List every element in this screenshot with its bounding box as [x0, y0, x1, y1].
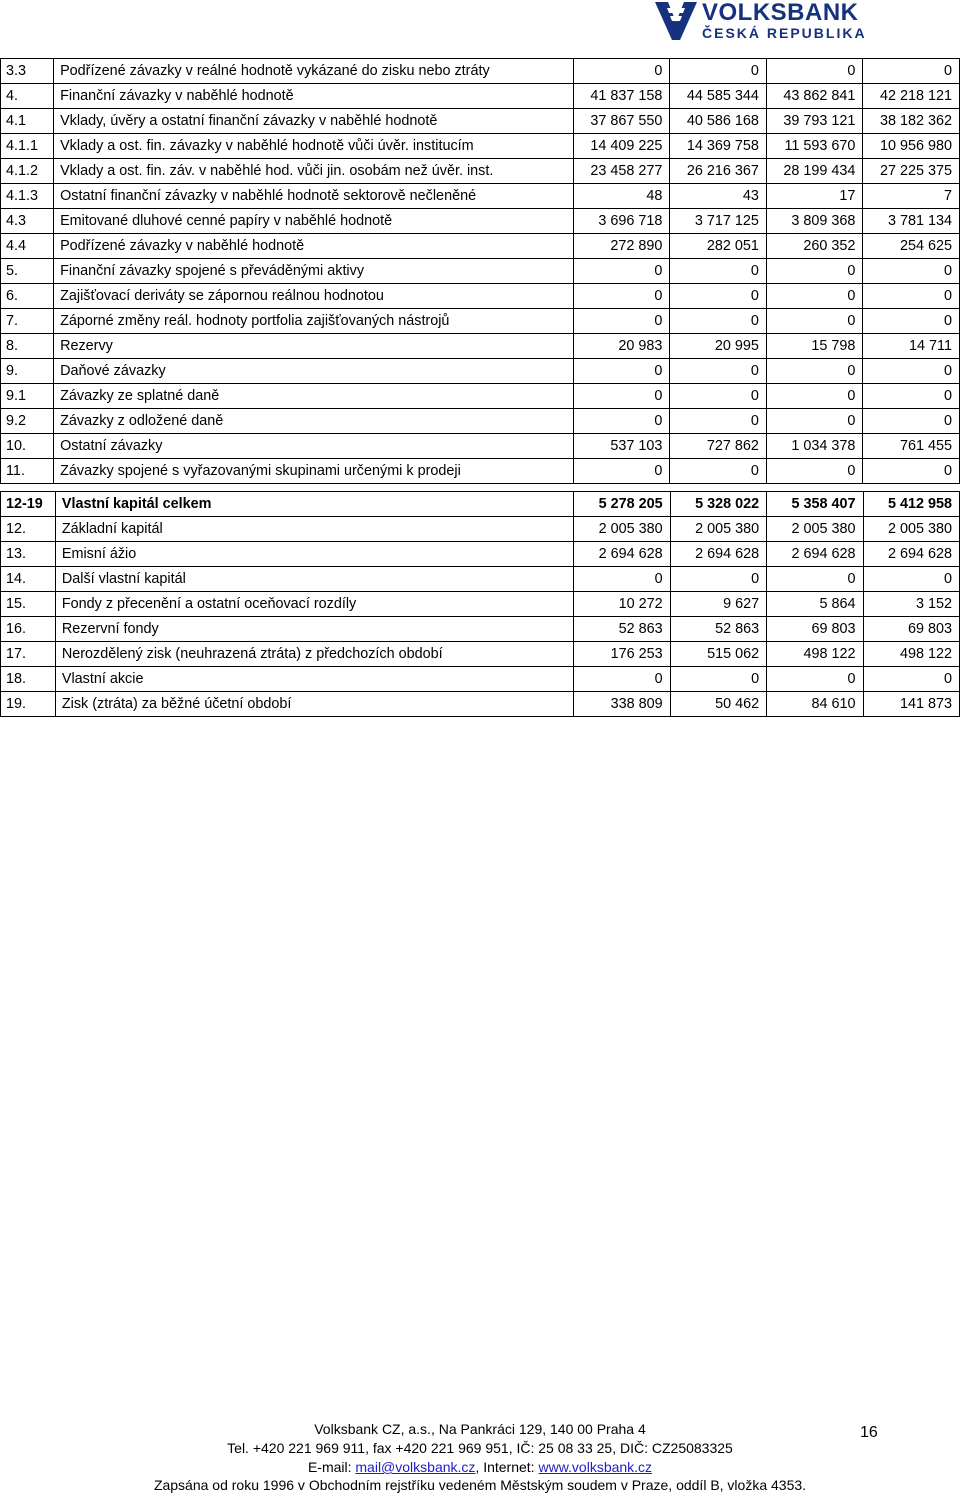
- website-link[interactable]: www.volksbank.cz: [538, 1459, 653, 1475]
- table-row: [1, 109, 960, 134]
- row-value: 52 863: [670, 617, 766, 642]
- row-value: 0: [670, 459, 767, 484]
- row-value: 42 218 121: [863, 84, 960, 109]
- row-value: 41 837 158: [573, 84, 670, 109]
- row-code: 8.: [1, 334, 54, 359]
- row-value: 5 412 958: [863, 492, 959, 517]
- table-row: [1, 592, 960, 617]
- page-number: 16: [860, 1424, 878, 1441]
- table-row: [1, 692, 960, 717]
- row-value: 2 005 380: [863, 517, 959, 542]
- row-code: 15.: [1, 592, 56, 617]
- row-value: 0: [670, 309, 767, 334]
- row-value: 50 462: [670, 692, 766, 717]
- row-value: 38 182 362: [863, 109, 960, 134]
- table-row: [1, 334, 960, 359]
- row-value: 498 122: [863, 642, 959, 667]
- row-value: 0: [863, 384, 960, 409]
- row-value: 28 199 434: [766, 159, 863, 184]
- liabilities-table: [0, 58, 960, 484]
- row-value: 0: [573, 359, 670, 384]
- row-code: 4.4: [1, 234, 54, 259]
- row-code: 7.: [1, 309, 54, 334]
- row-value: 0: [863, 667, 959, 692]
- row-value: 2 005 380: [574, 517, 670, 542]
- table-row: [1, 359, 960, 384]
- row-value: 20 983: [573, 334, 670, 359]
- table-row: [1, 184, 960, 209]
- row-value: 20 995: [670, 334, 767, 359]
- row-value: 0: [863, 567, 959, 592]
- row-label: Rezervy: [54, 334, 574, 359]
- row-value: 2 694 628: [574, 542, 670, 567]
- row-label: Nerozdělený zisk (neuhrazená ztráta) z předchozích období: [55, 642, 573, 667]
- row-value: 0: [670, 59, 767, 84]
- row-label: Závazky spojené s vyřazovanými skupinami určenými k prodeji: [54, 459, 574, 484]
- table-row: [1, 134, 960, 159]
- row-value: 0: [767, 567, 863, 592]
- row-value: 37 867 550: [573, 109, 670, 134]
- table-row: [1, 517, 960, 542]
- row-label: Vklady a ost. fin. závazky v naběhlé hodnotě vůči úvěr. institucím: [54, 134, 574, 159]
- logo-name: VOLKSBANK: [702, 0, 859, 26]
- row-value: 0: [766, 259, 863, 284]
- row-code: 4.1.2: [1, 159, 54, 184]
- row-label: Další vlastní kapitál: [55, 567, 573, 592]
- volksbank-logo-icon: [655, 2, 697, 40]
- row-value: 15 798: [766, 334, 863, 359]
- table-row: [1, 617, 960, 642]
- row-label: Vlastní akcie: [55, 667, 573, 692]
- row-value: 0: [863, 459, 960, 484]
- row-value: 40 586 168: [670, 109, 767, 134]
- row-value: 761 455: [863, 434, 960, 459]
- row-value: 44 585 344: [670, 84, 767, 109]
- row-value: 2 694 628: [863, 542, 959, 567]
- row-value: 0: [574, 567, 670, 592]
- row-code: 4.3: [1, 209, 54, 234]
- row-value: 498 122: [767, 642, 863, 667]
- table-row: [1, 542, 960, 567]
- table-row: [1, 492, 960, 517]
- row-label: Finanční závazky spojené s převáděnými aktivy: [54, 259, 574, 284]
- row-value: 0: [573, 59, 670, 84]
- footer: [0, 1421, 960, 1437]
- row-label: Závazky z odložené daně: [54, 409, 574, 434]
- row-label: Finanční závazky v naběhlé hodnotě: [54, 84, 574, 109]
- row-value: 69 803: [767, 617, 863, 642]
- row-value: 2 005 380: [670, 517, 766, 542]
- row-code: 12.: [1, 517, 56, 542]
- row-value: 7: [863, 184, 960, 209]
- row-value: 537 103: [573, 434, 670, 459]
- row-value: 2 005 380: [767, 517, 863, 542]
- row-code: 13.: [1, 542, 56, 567]
- row-value: 43: [670, 184, 767, 209]
- table-row: [1, 434, 960, 459]
- row-value: 0: [670, 259, 767, 284]
- row-value: 0: [573, 284, 670, 309]
- footer-contact: Tel. +420 221 969 911, fax +420 221 969 951, IČ: 25 08 33 25, DIČ: CZ25083325: [227, 1440, 733, 1456]
- row-value: 14 409 225: [573, 134, 670, 159]
- row-value: 0: [766, 459, 863, 484]
- row-value: 0: [670, 667, 766, 692]
- row-code: 6.: [1, 284, 54, 309]
- footer-registration: Zapsána od roku 1996 v Obchodním rejstříku vedeném Městským soudem v Praze, oddíl B, vložka 4353.: [153, 1477, 807, 1493]
- row-value: 0: [766, 384, 863, 409]
- row-value: 0: [766, 59, 863, 84]
- row-value: 0: [863, 409, 960, 434]
- row-value: 0: [766, 309, 863, 334]
- row-label: Záporné změny reál. hodnoty portfolia zajišťovaných nástrojů: [54, 309, 574, 334]
- row-value: 11 593 670: [766, 134, 863, 159]
- row-value: 0: [766, 409, 863, 434]
- row-value: 23 458 277: [573, 159, 670, 184]
- row-value: 10 956 980: [863, 134, 960, 159]
- row-label: Závazky ze splatné daně: [54, 384, 574, 409]
- row-label: Podřízené závazky v reálné hodnotě vykázané do zisku nebo ztráty: [54, 59, 574, 84]
- row-value: 3 696 718: [573, 209, 670, 234]
- footer-email-prefix: E-mail:: [307, 1459, 356, 1475]
- row-value: 3 809 368: [766, 209, 863, 234]
- table-row: [1, 567, 960, 592]
- table-row: [1, 384, 960, 409]
- row-label: Fondy z přecenění a ostatní oceňovací rozdíly: [55, 592, 573, 617]
- row-value: 0: [670, 359, 767, 384]
- equity-table: [0, 491, 960, 717]
- row-label: Ostatní finanční závazky v naběhlé hodnotě sektorově nečleněné: [54, 184, 574, 209]
- footer-address: Volksbank CZ, a.s., Na Pankráci 129, 140 00 Praha 4: [314, 1421, 646, 1437]
- row-value: 0: [573, 459, 670, 484]
- row-value: 254 625: [863, 234, 960, 259]
- row-value: 727 862: [670, 434, 767, 459]
- row-value: 3 717 125: [670, 209, 767, 234]
- row-value: 0: [574, 667, 670, 692]
- row-value: 0: [573, 259, 670, 284]
- row-code: 5.: [1, 259, 54, 284]
- table-row: [1, 84, 960, 109]
- row-value: 84 610: [767, 692, 863, 717]
- row-label: Ostatní závazky: [54, 434, 574, 459]
- table-row: [1, 284, 960, 309]
- row-value: 0: [863, 359, 960, 384]
- row-value: 9 627: [670, 592, 766, 617]
- table-row: [1, 409, 960, 434]
- row-value: 52 863: [574, 617, 670, 642]
- row-value: 26 216 367: [670, 159, 767, 184]
- row-code: 4.1.1: [1, 134, 54, 159]
- row-code: 10.: [1, 434, 54, 459]
- row-value: 48: [573, 184, 670, 209]
- row-value: 39 793 121: [766, 109, 863, 134]
- row-value: 0: [573, 409, 670, 434]
- row-value: 0: [670, 567, 766, 592]
- table-row: [1, 642, 960, 667]
- row-value: 27 225 375: [863, 159, 960, 184]
- row-label: Vlastní kapitál celkem: [55, 492, 573, 517]
- volksbank-logo: [655, 0, 960, 42]
- row-value: 0: [670, 409, 767, 434]
- row-value: 3 781 134: [863, 209, 960, 234]
- row-code: 19.: [1, 692, 56, 717]
- row-value: 5 328 022: [670, 492, 766, 517]
- row-value: 0: [863, 259, 960, 284]
- table-row: [1, 459, 960, 484]
- row-value: 10 272: [574, 592, 670, 617]
- row-label: Základní kapitál: [55, 517, 573, 542]
- row-value: 0: [863, 309, 960, 334]
- row-value: 176 253: [574, 642, 670, 667]
- row-value: 272 890: [573, 234, 670, 259]
- row-value: 2 694 628: [670, 542, 766, 567]
- row-code: 4.1.3: [1, 184, 54, 209]
- row-label: Zajišťovací deriváty se zápornou reálnou hodnotou: [54, 284, 574, 309]
- row-label: Vklady a ost. fin. záv. v naběhlé hod. vůči jin. osobám než úvěr. inst.: [54, 159, 574, 184]
- row-value: 338 809: [574, 692, 670, 717]
- row-value: 0: [573, 309, 670, 334]
- row-value: 2 694 628: [767, 542, 863, 567]
- row-value: 5 358 407: [767, 492, 863, 517]
- row-label: Rezervní fondy: [55, 617, 573, 642]
- table-row: [1, 234, 960, 259]
- row-value: 0: [766, 359, 863, 384]
- row-label: Emisní ážio: [55, 542, 573, 567]
- row-code: 14.: [1, 567, 56, 592]
- email-link[interactable]: mail@volksbank.cz: [355, 1459, 476, 1475]
- table-row: [1, 59, 960, 84]
- row-code: 12-19: [1, 492, 56, 517]
- row-label: Daňové závazky: [54, 359, 574, 384]
- row-value: 260 352: [766, 234, 863, 259]
- table-row: [1, 667, 960, 692]
- logo-subtitle: ČESKÁ REPUBLIKA: [702, 25, 867, 41]
- row-value: 282 051: [670, 234, 767, 259]
- row-value: 14 369 758: [670, 134, 767, 159]
- row-code: 17.: [1, 642, 56, 667]
- row-value: 141 873: [863, 692, 959, 717]
- row-code: 16.: [1, 617, 56, 642]
- row-code: 4.1: [1, 109, 54, 134]
- row-value: 0: [573, 384, 670, 409]
- row-value: 0: [767, 667, 863, 692]
- row-code: 9.1: [1, 384, 54, 409]
- row-code: 3.3: [1, 59, 54, 84]
- row-label: Podřízené závazky v naběhlé hodnotě: [54, 234, 574, 259]
- row-value: 1 034 378: [766, 434, 863, 459]
- table-row: [1, 159, 960, 184]
- table-row: [1, 309, 960, 334]
- row-value: 3 152: [863, 592, 959, 617]
- row-label: Zisk (ztráta) za běžné účetní období: [55, 692, 573, 717]
- row-value: 69 803: [863, 617, 959, 642]
- table-row: [1, 259, 960, 284]
- row-value: 0: [670, 384, 767, 409]
- table-row: [1, 209, 960, 234]
- row-label: Vklady, úvěry a ostatní finanční závazky v naběhlé hodnotě: [54, 109, 574, 134]
- row-value: 17: [766, 184, 863, 209]
- row-value: 5 278 205: [574, 492, 670, 517]
- row-value: 5 864: [767, 592, 863, 617]
- footer-internet-prefix: , Internet:: [475, 1459, 539, 1475]
- row-value: 0: [863, 59, 960, 84]
- row-value: 0: [670, 284, 767, 309]
- row-code: 18.: [1, 667, 56, 692]
- row-value: 43 862 841: [766, 84, 863, 109]
- row-value: 0: [863, 284, 960, 309]
- row-code: 4.: [1, 84, 54, 109]
- row-code: 9.: [1, 359, 54, 384]
- row-value: 0: [766, 284, 863, 309]
- row-value: 14 711: [863, 334, 960, 359]
- row-code: 9.2: [1, 409, 54, 434]
- row-label: Emitované dluhové cenné papíry v naběhlé hodnotě: [54, 209, 574, 234]
- row-value: 515 062: [670, 642, 766, 667]
- row-code: 11.: [1, 459, 54, 484]
